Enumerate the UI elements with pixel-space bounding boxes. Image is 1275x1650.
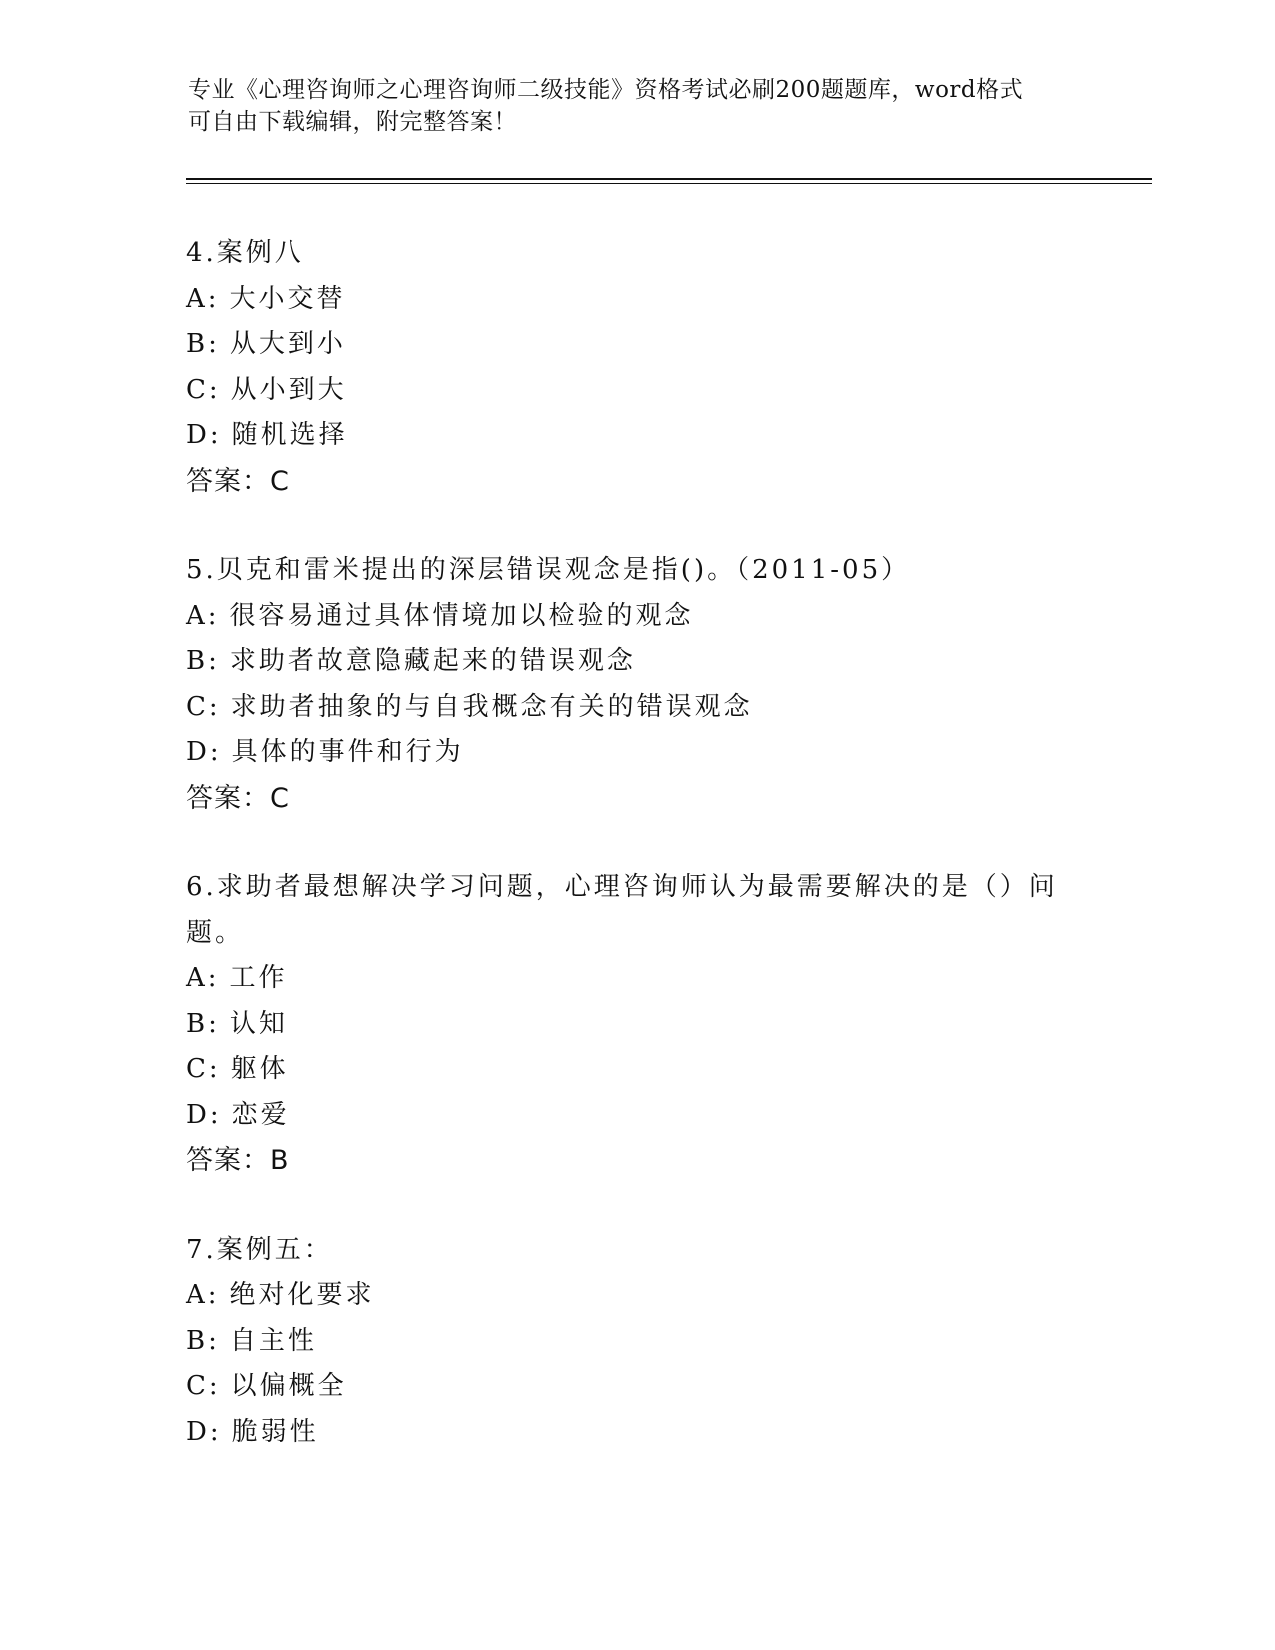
option-text: 自主性 (229, 1325, 317, 1356)
option-c (186, 1364, 1086, 1410)
question-stem: 5.贝克和雷米提出的深层错误观念是指()。（2011-05） (186, 555, 911, 585)
option-a (186, 1273, 1086, 1319)
option-d (186, 730, 1086, 776)
option-a (186, 594, 1086, 640)
option-d (186, 413, 1086, 459)
question-5 (186, 548, 1086, 821)
option-b (186, 1002, 1086, 1048)
option-letter: A: (186, 283, 220, 314)
option-text: 求助者抽象的与自我概念有关的错误观念 (230, 691, 753, 722)
option-a (186, 277, 1086, 323)
document-header (188, 74, 1068, 138)
option-text: 求助者故意隐藏起来的错误观念 (229, 646, 636, 676)
option-text: 工作 (229, 963, 288, 993)
option-b (186, 1319, 1086, 1365)
option-b (186, 322, 1086, 368)
option-letter: B: (186, 1008, 220, 1039)
option-c (186, 685, 1086, 731)
answer-line: 答案：C (186, 465, 290, 497)
option-d (186, 1410, 1086, 1456)
option-text: 从小到大 (230, 374, 347, 405)
option-text: 恋爱 (231, 1099, 290, 1130)
option-letter: B: (186, 1325, 220, 1356)
header-rule-thick (186, 178, 1152, 180)
option-text: 从大到小 (229, 329, 346, 359)
question-7 (186, 1228, 1086, 1456)
option-text: 认知 (229, 1008, 288, 1039)
option-letter: B: (186, 329, 220, 359)
option-letter: B: (186, 646, 220, 676)
option-text: 脆弱性 (231, 1416, 319, 1447)
option-a (186, 956, 1086, 1002)
option-letter: C: (186, 374, 221, 405)
header-line-1: 专业《心理咨询师之心理咨询师二级技能》资格考试必刷200题题库，word格式 (188, 77, 1024, 103)
question-stem: 6.求助者最想解决学习问题，心理咨询师认为最需要解决的是（）问题。 (186, 872, 1058, 948)
option-b (186, 639, 1086, 685)
header-rule-thin (186, 183, 1152, 184)
option-letter: D: (186, 1416, 222, 1447)
option-text: 绝对化要求 (229, 1280, 375, 1310)
option-letter: A: (186, 963, 220, 993)
option-d (186, 1093, 1086, 1139)
header-line-2: 可自由下载编辑，附完整答案！ (188, 109, 517, 135)
option-c (186, 1047, 1086, 1093)
option-letter: A: (186, 1280, 220, 1310)
answer-line: 答案：B (186, 1145, 290, 1176)
option-letter: C: (186, 1371, 221, 1401)
answer-line: 答案：C (186, 782, 290, 814)
option-text: 大小交替 (229, 283, 346, 314)
option-letter: D: (186, 1099, 222, 1130)
question-stem: 4.案例八 (186, 238, 304, 268)
question-stem: 7.案例五： (186, 1234, 333, 1265)
option-c (186, 368, 1086, 414)
option-letter: C: (186, 691, 221, 722)
option-text: 躯体 (230, 1054, 289, 1084)
question-list (186, 231, 1086, 1499)
option-text: 以偏概全 (230, 1371, 347, 1401)
question-4 (186, 231, 1086, 504)
option-letter: D: (186, 420, 222, 450)
option-text: 具体的事件和行为 (231, 737, 464, 767)
question-6 (186, 865, 1086, 1184)
option-text: 随机选择 (231, 420, 348, 450)
option-letter: A: (186, 600, 220, 631)
option-letter: D: (186, 737, 222, 767)
option-letter: C: (186, 1054, 221, 1084)
option-text: 很容易通过具体情境加以检验的观念 (229, 600, 694, 631)
